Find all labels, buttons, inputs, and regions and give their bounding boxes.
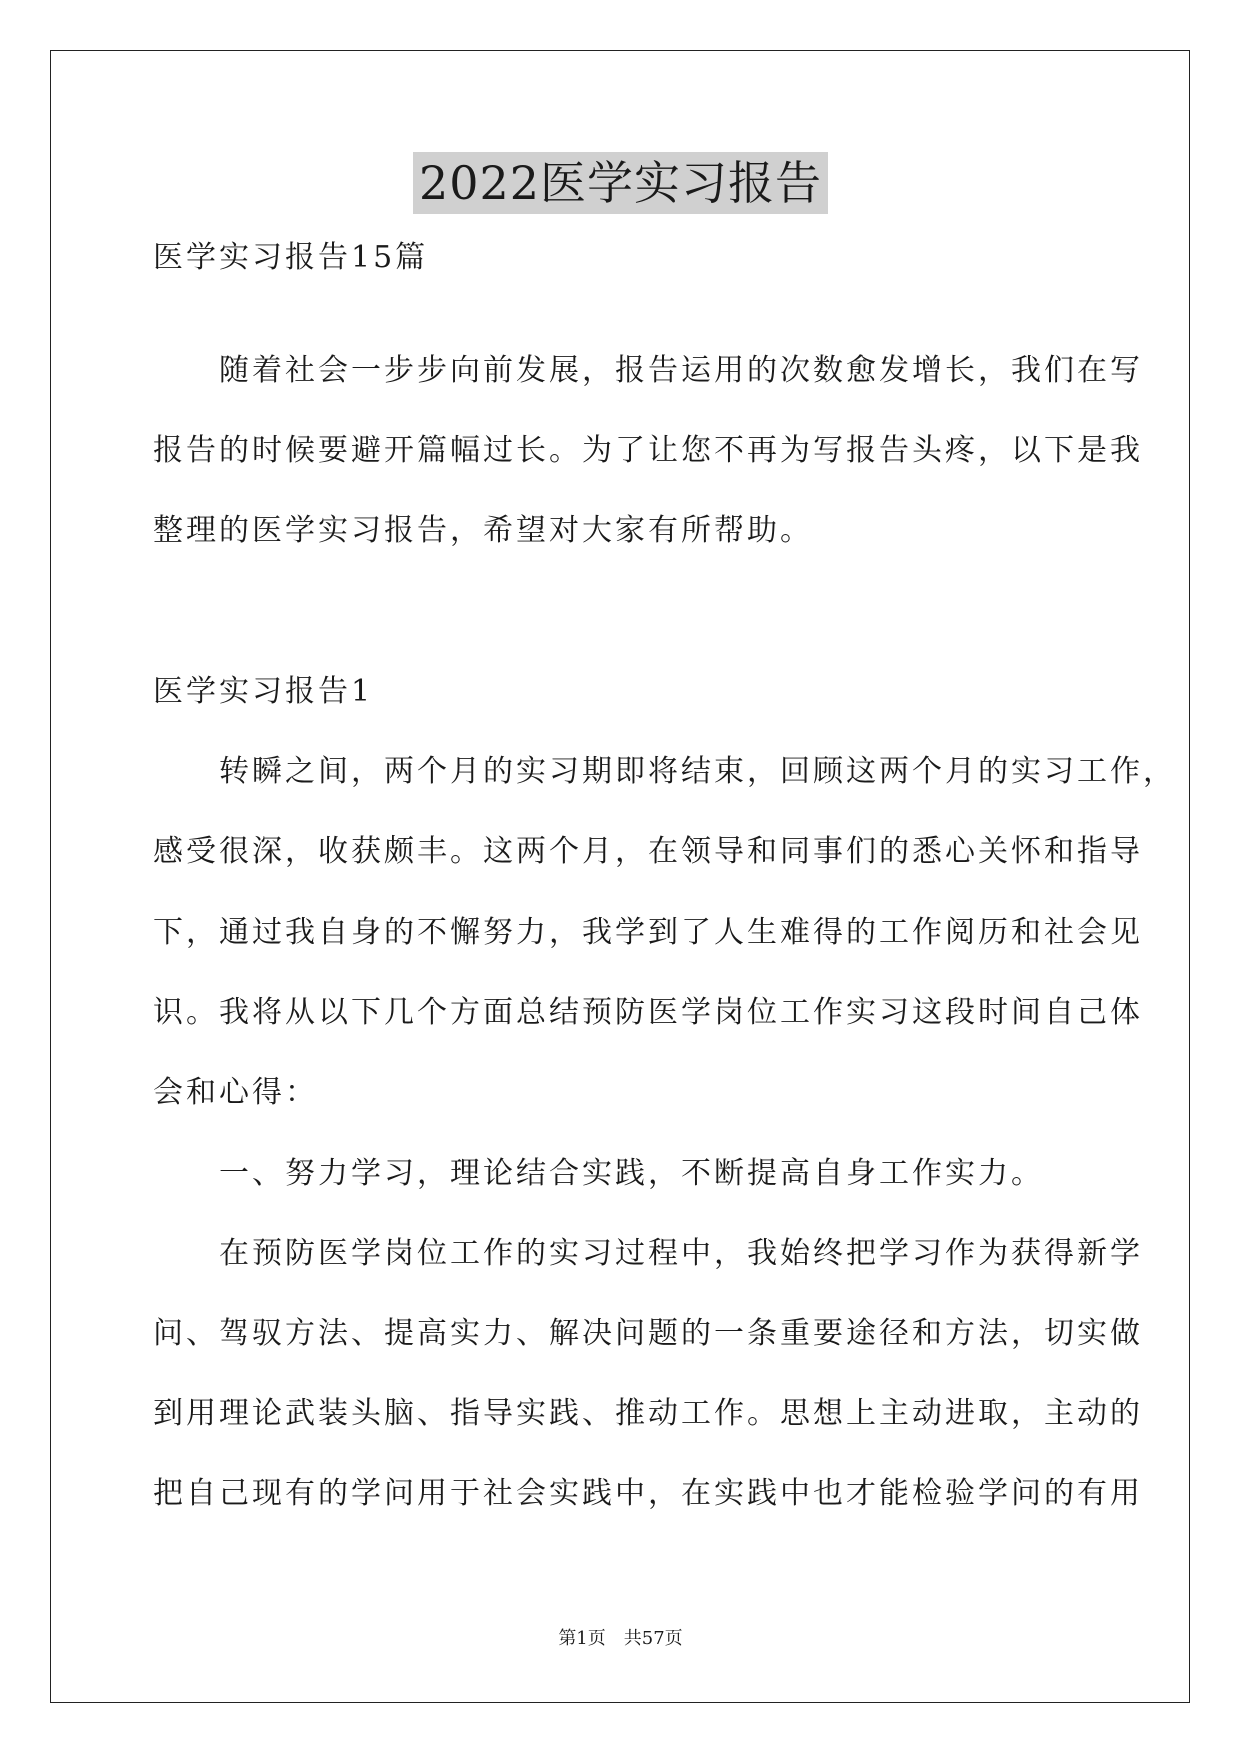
document-title: 2022医学实习报告	[413, 152, 828, 214]
body-line: 转瞬之间，两个月的实习期即将结束，回顾这两个月的实习工作，	[153, 754, 1176, 789]
page-footer	[0, 1627, 1241, 1651]
body-line: 一、努力学习，理论结合实践，不断提高自身工作实力。	[153, 1156, 1044, 1191]
body-line: 在预防医学岗位工作的实习过程中，我始终把学习作为获得新学	[153, 1236, 1143, 1271]
page-total: 共57页	[623, 1628, 683, 1649]
title-container	[0, 152, 1241, 214]
section-heading: 医学实习报告1	[153, 674, 374, 709]
body-line: 随着社会一步步向前发展，报告运用的次数愈发增长，我们在写	[153, 353, 1143, 388]
body-line: 整理的医学实习报告，希望对大家有所帮助。	[153, 513, 813, 548]
body-line: 会和心得：	[153, 1075, 318, 1110]
body-line: 问、驾驭方法、提高实力、解决问题的一条重要途径和方法，切实做	[153, 1316, 1143, 1351]
body-line: 下，通过我自身的不懈努力，我学到了人生难得的工作阅历和社会见	[153, 915, 1143, 950]
page-number: 第1页	[558, 1628, 606, 1649]
body-line: 把自己现有的学问用于社会实践中，在实践中也才能检验学问的有用	[153, 1476, 1143, 1511]
body-line: 感受很深，收获颇丰。这两个月，在领导和同事们的悉心关怀和指导	[153, 834, 1143, 869]
body-line: 到用理论武装头脑、指导实践、推动工作。思想上主动进取，主动的	[153, 1396, 1143, 1431]
subtitle-line: 医学实习报告15篇	[153, 240, 429, 275]
body-line: 报告的时候要避开篇幅过长。为了让您不再为写报告头疼，以下是我	[153, 433, 1143, 468]
page-border	[50, 50, 1190, 1703]
body-line: 识。我将从以下几个方面总结预防医学岗位工作实习这段时间自己体	[153, 995, 1143, 1030]
